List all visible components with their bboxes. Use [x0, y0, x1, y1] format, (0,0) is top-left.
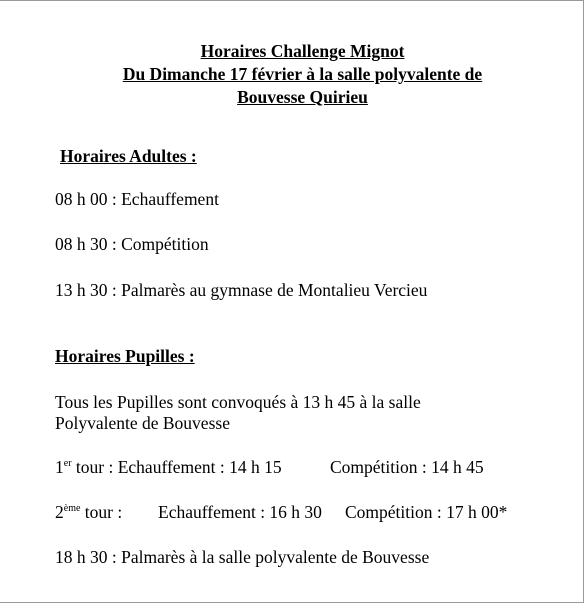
tour-1-ordinal: er: [63, 458, 72, 470]
tour-1-line: [55, 456, 282, 478]
tour-2-echauffement: Echauffement : 16 h 30: [158, 502, 322, 522]
adultes-item-1: 08 h 00 : Echauffement: [55, 189, 219, 209]
heading-adultes: Horaires Adultes :: [60, 146, 197, 166]
document-title: [0, 40, 586, 109]
tour-1-competition: Compétition : 14 h 45: [330, 457, 484, 477]
tour-2-line: [55, 501, 122, 523]
tour-2-number: 2: [55, 502, 64, 522]
convocation-line-2: Polyvalente de Bouvesse: [55, 413, 230, 433]
title-line-3: Bouvesse Quirieu: [237, 87, 368, 107]
tour-2-competition: Compétition : 17 h 00*: [345, 502, 508, 522]
convocation-line-1: Tous les Pupilles sont convoqués à 13 h 45 à la salle: [55, 392, 421, 412]
tour-1-number: 1: [55, 457, 64, 477]
tour-1-echauffement: Echauffement : 14 h 15: [117, 457, 282, 477]
tour-2-label: tour :: [80, 502, 123, 522]
title-line-1: Horaires Challenge Mignot: [200, 41, 405, 61]
adultes-item-2: 08 h 30 : Compétition: [55, 234, 209, 254]
tour-2-ordinal: ème: [63, 503, 81, 515]
adultes-item-3: 13 h 30 : Palmarès au gymnase de Montalieu Vercieu: [55, 280, 428, 300]
tour-1-label: tour :: [71, 457, 118, 477]
title-line-2: Du Dimanche 17 février à la salle polyvalente de: [122, 64, 483, 84]
heading-pupilles: Horaires Pupilles :: [55, 346, 195, 366]
pupilles-palmares: 18 h 30 : Palmarès à la salle polyvalente de Bouvesse: [55, 547, 430, 567]
